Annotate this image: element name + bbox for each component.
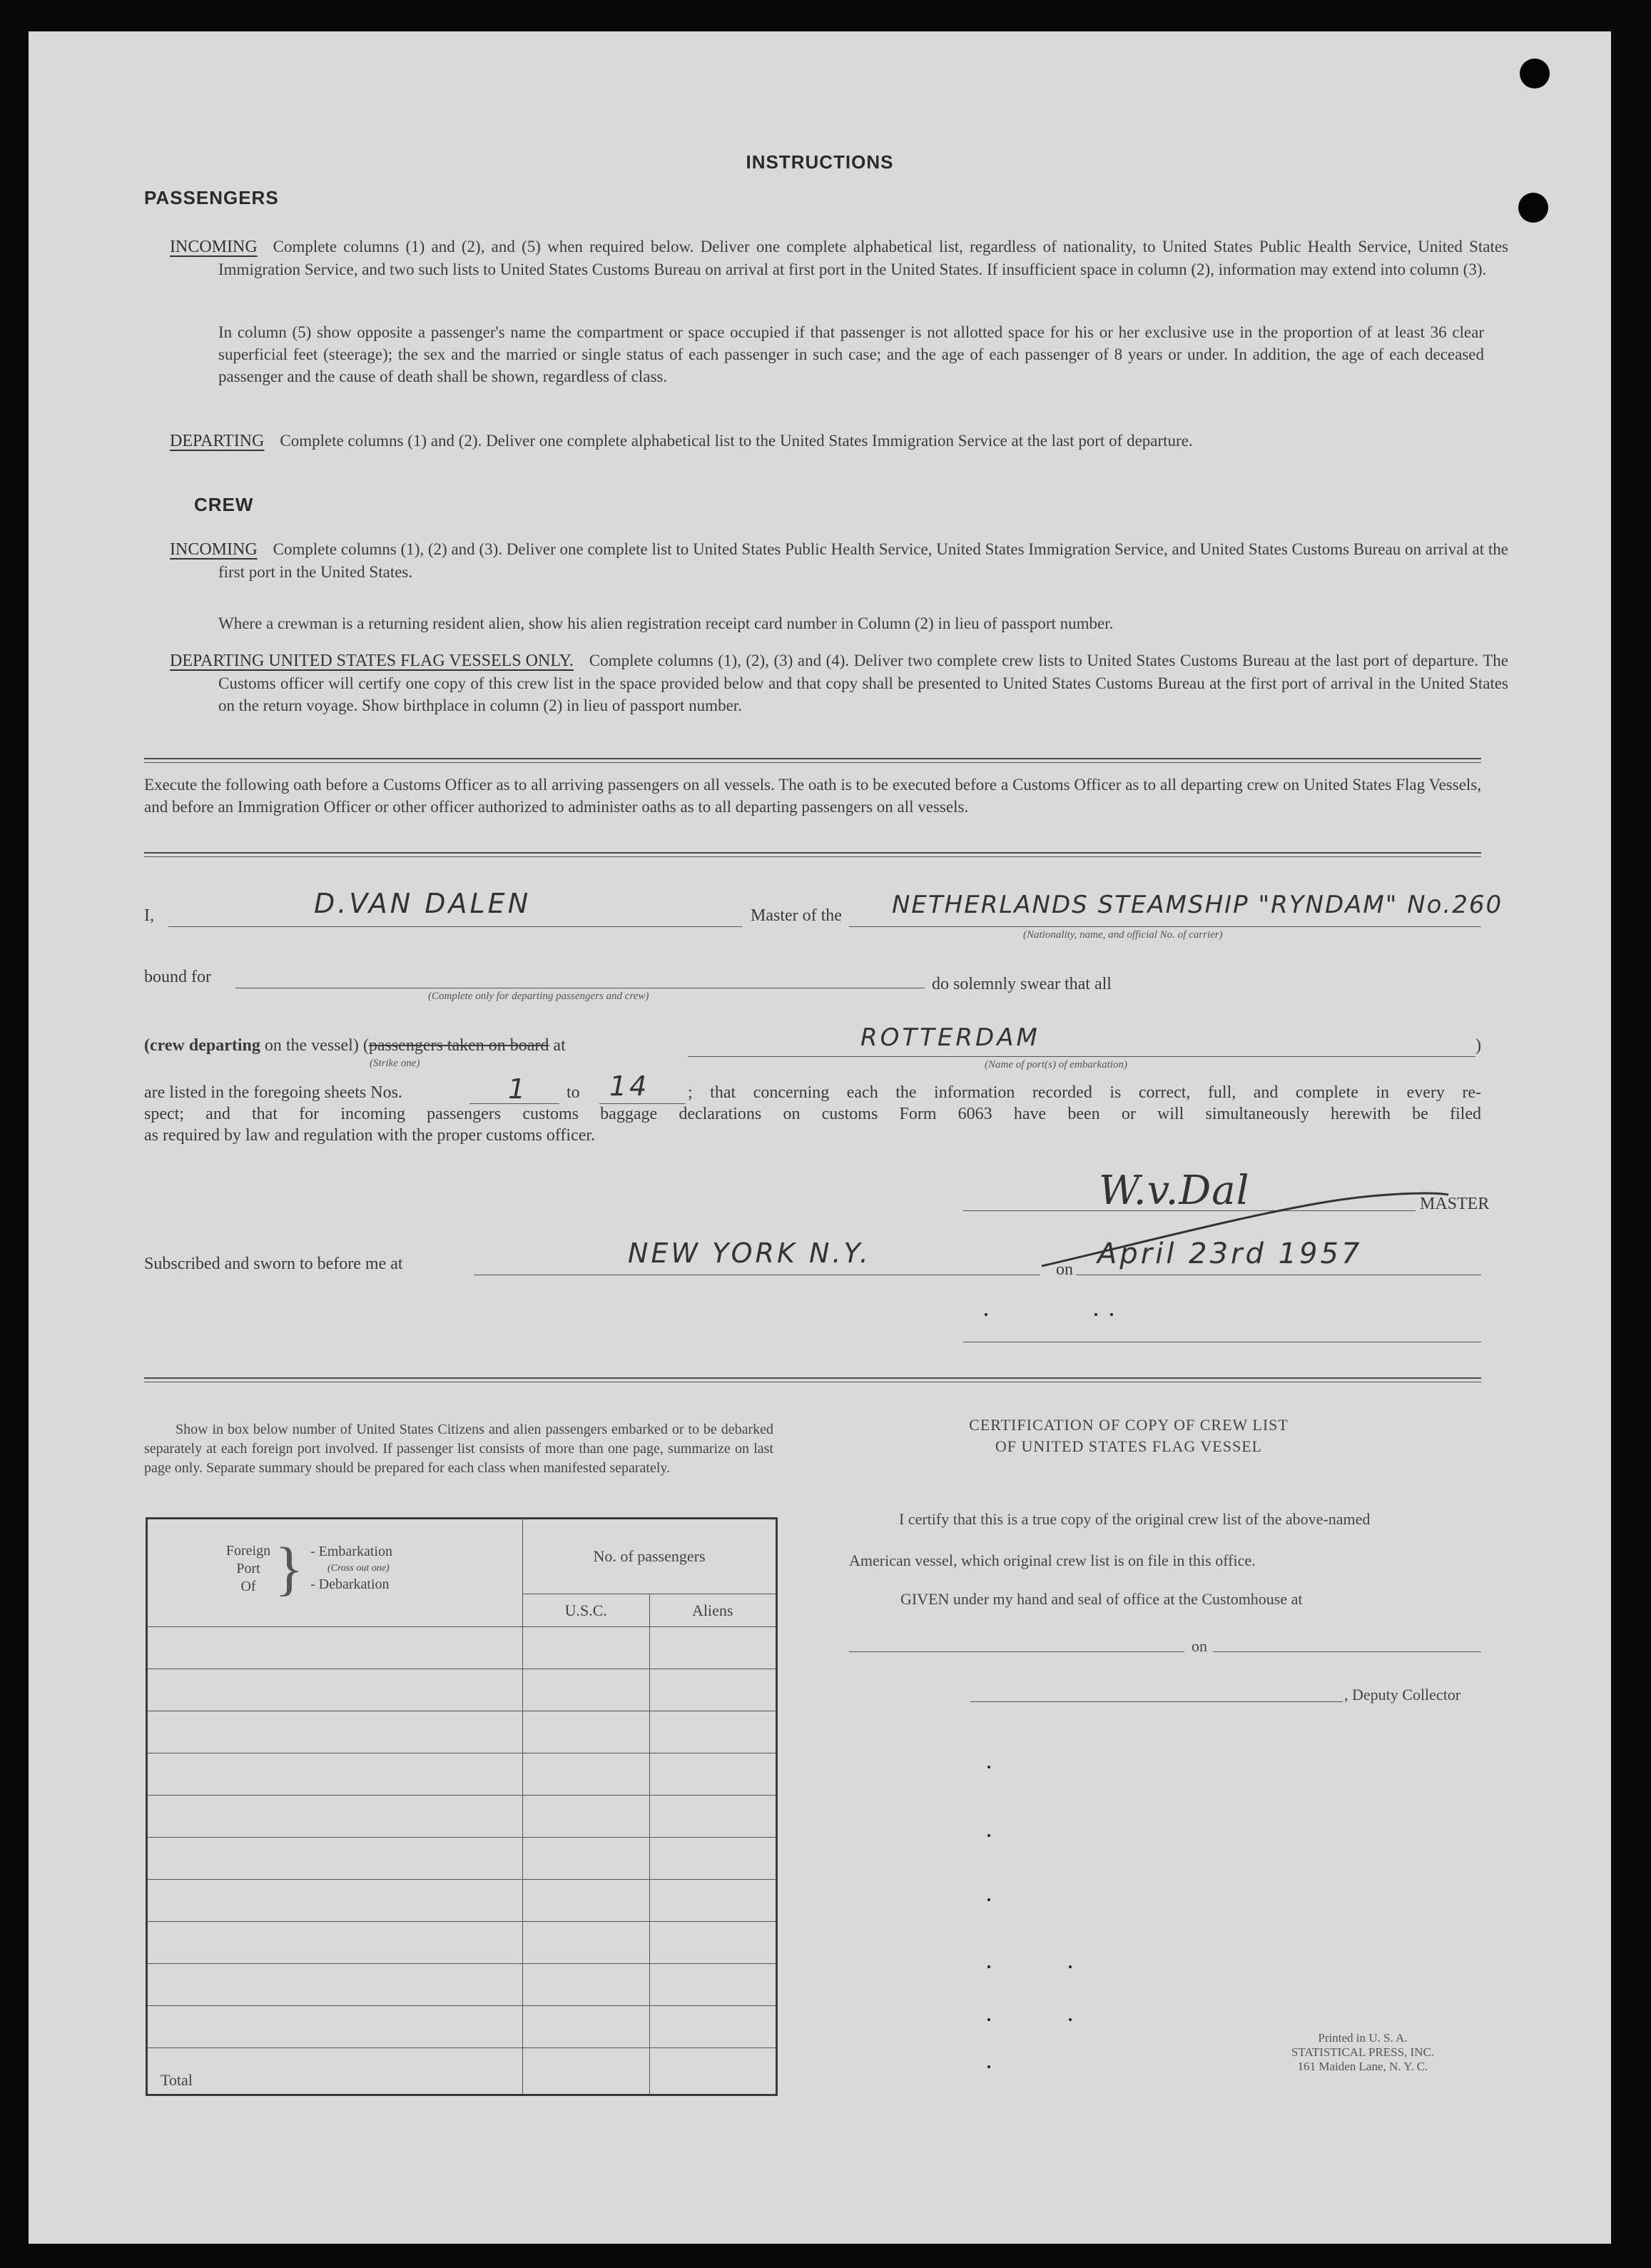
- table-row: [147, 1669, 777, 1711]
- embarkation-option[interactable]: - Embarkation: [310, 1544, 392, 1559]
- speck: [1094, 1313, 1097, 1316]
- foreign-port-label-line: Of: [240, 1579, 256, 1594]
- crew-incoming-label: INCOMING: [170, 540, 258, 559]
- speck: [1069, 1965, 1072, 1968]
- oath-i-label: I,: [144, 906, 154, 925]
- sheet-from-field[interactable]: 1: [508, 1073, 529, 1105]
- passengers-option-struck: passengers taken on board: [368, 1036, 549, 1055]
- speck: [987, 2065, 990, 2068]
- usc-header: U.S.C.: [523, 1594, 649, 1627]
- speck: [987, 1898, 990, 1901]
- crew-returning-resident-instruction: Where a crewman is a returning resident alien, show his alien registration receipt card number in Column (2) in lieu of passport number.: [218, 614, 1114, 632]
- debarkation-option[interactable]: - Debarkation: [310, 1576, 390, 1592]
- usc-cell[interactable]: [523, 1964, 649, 2006]
- usc-cell[interactable]: [523, 1838, 649, 1880]
- port-cell[interactable]: [147, 1796, 523, 1838]
- aliens-cell[interactable]: [649, 1838, 777, 1880]
- vessel-caption: (Nationality, name, and official No. of carrier): [1023, 929, 1223, 941]
- oath-instruction: Execute the following oath before a Customs Officer as to all arriving passengers on all vessels. The oath is to be executed before a Customs Officer as to all departing crew on United States Flag Vessels, and before an Immigration Officer or other officer authorized to administer oaths as to all departing passengers on all vessels.: [144, 776, 1481, 816]
- vessel-line: [849, 926, 1481, 927]
- summary-note: Show in box below number of United States Citizens and alien passengers embarked or to be debarked separately at each foreign port involved. If passenger list consists of more than one page, summarize on last page only. Separate summary should be prepared for each class when manifested separately.: [144, 1422, 773, 1476]
- master-name-line: [168, 926, 742, 927]
- punch-hole-bottom: [1518, 193, 1548, 223]
- port-field[interactable]: ROTTERDAM: [860, 1023, 1040, 1052]
- passengers-incoming-text: Complete columns (1) and (2), and (5) when required below. Deliver one complete alphabetical list, regardless of nationality, to United States Public Health Service, United States Immigration Service, and two such lists to United States Customs Bureau on arrival at first port in the United States. If insufficient space in column (2), information may extend into column (3).: [218, 238, 1508, 278]
- passengers-incoming-instruction: [170, 236, 1508, 280]
- crew-departing-option-label: (crew departing: [144, 1036, 260, 1055]
- embark-debark-options[interactable]: [310, 1544, 392, 1593]
- certification-line-2: American vessel, which original crew list is on file in this office.: [849, 1551, 1256, 1569]
- port-cell[interactable]: [147, 1711, 523, 1753]
- usc-cell[interactable]: [523, 1753, 649, 1796]
- at-label: at: [553, 1036, 566, 1055]
- sheet-to-field[interactable]: 14: [609, 1070, 650, 1102]
- sworn-date-field[interactable]: April 23rd 1957: [1097, 1237, 1363, 1270]
- passengers-departing-text: Complete columns (1) and (2). Deliver one complete alphabetical list to the United States Immigration Service at the last port of departure.: [280, 432, 1193, 450]
- port-cell[interactable]: [147, 2006, 523, 2048]
- crew-heading: CREW: [194, 494, 254, 515]
- bound-for-label: bound for: [144, 968, 211, 986]
- brace-glyph: }: [275, 1536, 304, 1602]
- master-label: MASTER: [1420, 1195, 1490, 1213]
- crew-incoming-text: Complete columns (1), (2) and (3). Deliver one complete list to United States Public Health Service, United States Immigration Service, and United States Customs Bureau on arrival at the first port in the United States.: [218, 540, 1508, 581]
- port-cell[interactable]: [147, 1627, 523, 1669]
- bound-for-caption: (Complete only for departing passengers and crew): [428, 991, 649, 1002]
- page-title: INSTRUCTIONS: [746, 151, 894, 173]
- usc-cell[interactable]: [523, 1627, 649, 1669]
- sworn-place-field[interactable]: NEW YORK N.Y.: [628, 1237, 871, 1269]
- subscribed-label: Subscribed and sworn to before me at: [144, 1255, 403, 1273]
- to-label: to: [567, 1083, 580, 1102]
- port-cell[interactable]: [147, 1880, 523, 1922]
- master-of-label: Master of the: [751, 906, 842, 925]
- foreign-port-header: [147, 1519, 523, 1627]
- deputy-collector-label: , Deputy Collector: [1344, 1686, 1461, 1703]
- no-of-passengers-header: No. of passengers: [523, 1519, 777, 1594]
- speck: [1069, 2018, 1072, 2021]
- aliens-cell[interactable]: [649, 1669, 777, 1711]
- passengers-column5-instruction: In column (5) show opposite a passenger's name the compartment or space occupied if that passenger is not allotted space for his or her exclusive use in the proportion of at least 36 clear superficial feet (steerage); the sex and the married or single status of each passenger in such case; and the age of each passenger of 8 years or under. In addition, the age of each deceased passenger and the cause of death shall be shown, regardless of class.: [218, 323, 1484, 385]
- speck: [987, 1965, 990, 1968]
- usc-cell[interactable]: [523, 1880, 649, 1922]
- oath-text-line-1: ; that concerning each the information recorded is correct, full, and complete in every re-: [688, 1083, 1481, 1102]
- foreign-port-label-line: Foreign: [225, 1543, 271, 1559]
- master-signature: W.v.Dal: [1099, 1168, 1250, 1214]
- swear-label: do solemnly swear that all: [932, 975, 1112, 993]
- punch-hole-top: [1520, 59, 1550, 88]
- usc-cell[interactable]: [523, 1711, 649, 1753]
- aliens-cell[interactable]: [649, 1922, 777, 1964]
- strike-one-caption: (Strike one): [370, 1058, 420, 1069]
- table-row: [147, 1753, 777, 1796]
- vessel-field[interactable]: NETHERLANDS STEAMSHIP "RYNDAM" No.260: [892, 891, 1503, 919]
- sheet-to-line: [599, 1103, 685, 1104]
- aliens-header: Aliens: [649, 1594, 777, 1627]
- master-name-field[interactable]: D.VAN DALEN: [314, 888, 532, 919]
- aliens-cell[interactable]: [649, 1880, 777, 1922]
- usc-cell[interactable]: [523, 1796, 649, 1838]
- aliens-cell[interactable]: [649, 1627, 777, 1669]
- oath-text-line-3: as required by law and regulation with the proper customs officer.: [144, 1126, 596, 1145]
- crew-incoming-instruction: [170, 538, 1508, 583]
- close-paren: ): [1475, 1036, 1481, 1055]
- aliens-cell[interactable]: [649, 1711, 777, 1753]
- port-cell[interactable]: [147, 1838, 523, 1880]
- passenger-summary-table: [146, 1517, 778, 2096]
- certification-title-line-2: OF UNITED STATES FLAG VESSEL: [995, 1437, 1263, 1455]
- table-row: [147, 2006, 777, 2048]
- aliens-cell[interactable]: [649, 2006, 777, 2048]
- crew-departing-instruction: [170, 649, 1508, 717]
- aliens-total-cell[interactable]: [649, 2048, 777, 2095]
- table-row: [147, 1922, 777, 1964]
- table-row: [147, 1796, 777, 1838]
- passengers-incoming-label: INCOMING: [170, 238, 258, 256]
- customhouse-field[interactable]: [849, 1651, 1184, 1652]
- usc-total-cell[interactable]: [523, 2048, 649, 2095]
- certification-date-field[interactable]: [1213, 1651, 1481, 1652]
- foreign-port-label-line: Port: [236, 1561, 260, 1576]
- table-row: [147, 1880, 777, 1922]
- printer-line: Printed in U. S. A.: [1318, 2031, 1408, 2045]
- divider: [144, 856, 1481, 857]
- oath-text-line-2: spect; and that for incoming passengers customs baggage declarations on customs Form 6063 have been or will simultaneously herewith be filed: [144, 1105, 1481, 1123]
- deputy-collector-signature-field[interactable]: [970, 1701, 1343, 1702]
- certification-title-line-1: CERTIFICATION OF COPY OF CREW LIST: [969, 1416, 1289, 1434]
- table-row: [147, 1627, 777, 1669]
- speck: [1110, 1313, 1113, 1316]
- table-row: [147, 1964, 777, 2006]
- port-cell[interactable]: [147, 1669, 523, 1711]
- table-row: [147, 1838, 777, 1880]
- table-row: [147, 1711, 777, 1753]
- port-line: [688, 1056, 1475, 1057]
- divider: [144, 1377, 1481, 1379]
- divider: [144, 762, 1481, 763]
- usc-cell[interactable]: [523, 1922, 649, 1964]
- printer-imprint: [1241, 2031, 1484, 2074]
- aliens-cell[interactable]: [649, 1796, 777, 1838]
- listed-label: are listed in the foregoing sheets Nos.: [144, 1083, 402, 1102]
- form-page: [29, 31, 1611, 2244]
- speck: [987, 2018, 990, 2021]
- port-cell[interactable]: [147, 1753, 523, 1796]
- passengers-departing-instruction: [170, 430, 1508, 452]
- port-caption: (Name of port(s) of embarkation): [985, 1059, 1127, 1070]
- usc-cell[interactable]: [523, 1669, 649, 1711]
- crew-departing-text: Complete columns (1), (2), (3) and (4). Deliver two complete crew lists to United States Customs Bureau at the last port of departure. The Customs officer will certify one copy of this crew list in the space provided below and that copy shall be presented to United States Customs Bureau at the first port of arrival in the United States on the return voyage. Show birthplace in column (2) in lieu of passport number.: [218, 652, 1508, 714]
- foreign-port-label: [223, 1542, 273, 1596]
- on-vessel-label: on the vessel) (: [264, 1036, 369, 1055]
- certification-on-label: on: [1192, 1637, 1207, 1655]
- speck: [987, 1766, 990, 1768]
- cross-out-caption: (Cross out one): [327, 1563, 390, 1574]
- aliens-cell[interactable]: [649, 1964, 777, 2006]
- crew-departing-oath-option[interactable]: [144, 1036, 566, 1055]
- printer-line: 161 Maiden Lane, N. Y. C.: [1297, 2060, 1428, 2073]
- port-cell[interactable]: [147, 1922, 523, 1964]
- passengers-departing-label: DEPARTING: [170, 432, 265, 450]
- divider: [144, 852, 1481, 854]
- port-cell[interactable]: [147, 1964, 523, 2006]
- usc-cell[interactable]: [523, 2006, 649, 2048]
- passengers-heading: PASSENGERS: [144, 187, 279, 208]
- on-label: on: [1056, 1260, 1073, 1279]
- table-header-row: [147, 1519, 777, 1594]
- divider: [144, 758, 1481, 759]
- certification-line-3: GIVEN under my hand and seal of office at the Customhouse at: [900, 1590, 1303, 1608]
- crew-departing-label: DEPARTING UNITED STATES FLAG VESSELS ONLY.: [170, 652, 574, 670]
- printer-line: STATISTICAL PRESS, INC.: [1291, 2045, 1435, 2059]
- speck: [987, 1834, 990, 1837]
- certification-line-1: I certify that this is a true copy of the original crew list of the above-named: [899, 1510, 1371, 1528]
- aliens-cell[interactable]: [649, 1753, 777, 1796]
- total-label: Total: [147, 2048, 523, 2095]
- speck: [985, 1313, 987, 1316]
- total-row: [147, 2048, 777, 2095]
